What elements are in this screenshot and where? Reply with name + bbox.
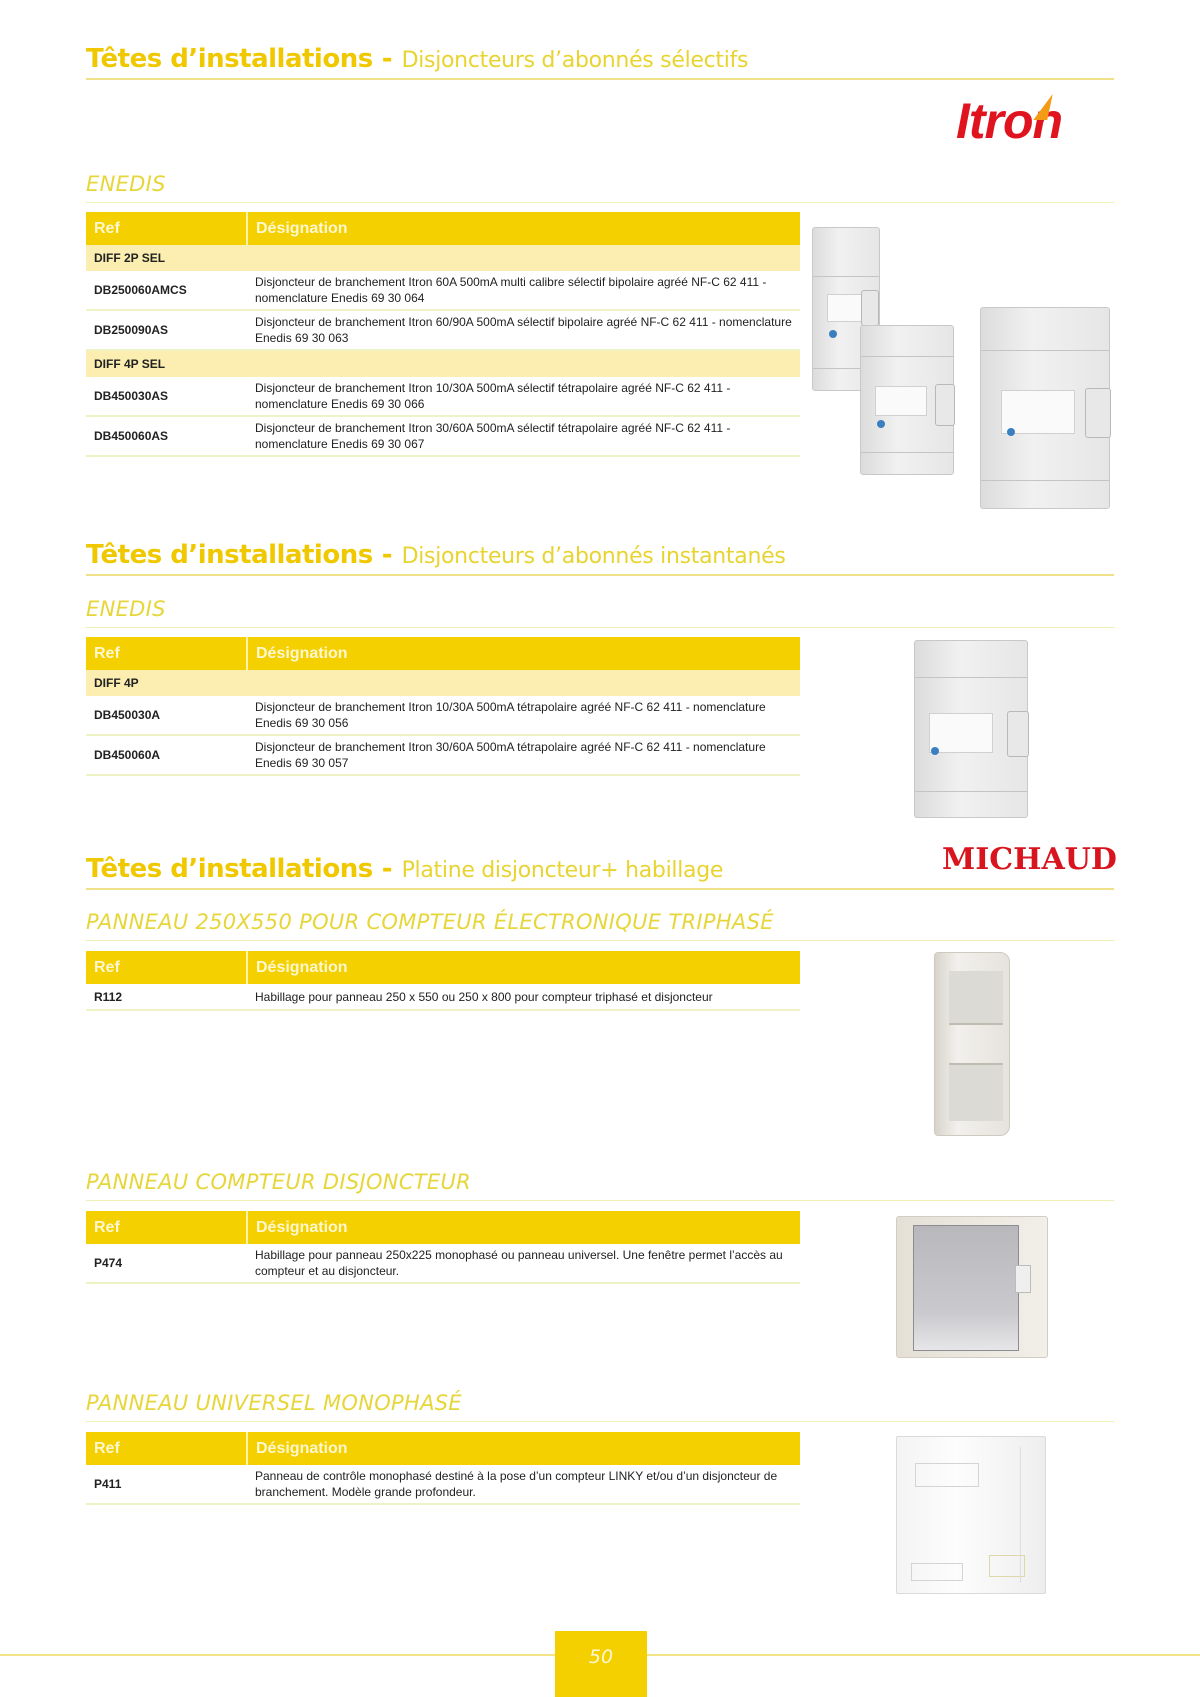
section-title-sub: Disjoncteurs d’abonnés sélectifs: [401, 48, 749, 73]
section-title-separator: -: [372, 44, 402, 74]
section-title-main: Têtes d’installations: [86, 854, 373, 884]
table-header-row: [86, 1211, 800, 1244]
universal-panel: [896, 1436, 1046, 1594]
table-row: [86, 1244, 800, 1283]
table-row: [86, 1465, 800, 1504]
table-header-row: [86, 951, 800, 984]
group-label: DIFF 2P SEL: [86, 245, 800, 271]
section-title-main: Têtes d’installations: [86, 540, 373, 570]
section-title-sub: Platine disjoncteur+ habillage: [401, 858, 724, 883]
table-row: [86, 984, 800, 1010]
column-header-ref: Ref: [86, 951, 247, 984]
product-designation: Disjoncteur de branchement Itron 30/60A 500mA tétrapolaire agréé NF-C 62 411 - nomenclature Enedis 69 30 057: [247, 735, 800, 775]
product-designation: Disjoncteur de branchement Itron 60/90A 500mA sélectif bipolaire agréé NF-C 62 411 - nomenclature Enedis 69 30 063: [247, 310, 800, 350]
product-ref: DB450060A: [86, 735, 247, 775]
section-title-main: Têtes d’installations: [86, 44, 373, 74]
page-number: 50: [555, 1631, 647, 1697]
table-row: [86, 377, 800, 416]
product-ref: P411: [86, 1465, 247, 1504]
section-title-selectifs: [86, 44, 1114, 80]
column-header-designation: Désignation: [247, 637, 800, 670]
table-row: [86, 416, 800, 456]
column-header-ref: Ref: [86, 212, 247, 245]
product-image-habillage-monophase: [896, 1212, 1050, 1360]
itron-logo: [956, 92, 1062, 150]
product-ref: DB450030A: [86, 696, 247, 735]
subheading-enedis: ENEDIS: [86, 597, 1114, 628]
table-row: [86, 735, 800, 775]
cover-window-panel: [896, 1216, 1048, 1358]
subheading-panneau-250x550: PANNEAU 250X550 POUR COMPTEUR ÉLECTRONIQUE TRIPHASÉ: [86, 910, 1114, 941]
column-header-ref: Ref: [86, 637, 247, 670]
section-title-sub: Disjoncteurs d’abonnés instantanés: [401, 544, 786, 569]
product-ref: R112: [86, 984, 247, 1010]
table-group-row: [86, 350, 800, 377]
column-header-ref: Ref: [86, 1211, 247, 1244]
michaud-logo: MICHAUD: [942, 842, 1117, 877]
product-designation: Habillage pour panneau 250 x 550 ou 250 x 800 pour compteur triphasé et disjoncteur: [247, 984, 800, 1010]
product-designation: Disjoncteur de branchement Itron 10/30A 500mA tétrapolaire agréé NF-C 62 411 - nomenclature Enedis 69 30 056: [247, 696, 800, 735]
product-designation: Habillage pour panneau 250x225 monophasé ou panneau universel. Une fenêtre permet l’accès au compteur et au disjoncteur.: [247, 1244, 800, 1283]
column-header-designation: Désignation: [247, 951, 800, 984]
subheading-panneau-compteur: PANNEAU COMPTEUR DISJONCTEUR: [86, 1170, 1114, 1201]
itron-logo-text: Itron: [956, 93, 1063, 149]
table-row: [86, 271, 800, 310]
product-table-panneau-250x550: [86, 951, 800, 1011]
table-row: [86, 696, 800, 735]
cover-panel: [934, 952, 1010, 1136]
column-header-designation: Désignation: [247, 1432, 800, 1465]
product-image-panneau-universel: [896, 1436, 1050, 1594]
subheading-panneau-universel: PANNEAU UNIVERSEL MONOPHASÉ: [86, 1391, 1114, 1422]
table-header-row: [86, 637, 800, 670]
product-designation: Disjoncteur de branchement Itron 10/30A 500mA sélectif tétrapolaire agréé NF-C 62 411 - nomenclature Enedis 69 30 066: [247, 377, 800, 416]
product-designation: Disjoncteur de branchement Itron 60A 500mA multi calibre sélectif bipolaire agréé NF-C 62 411 - nomenclature Enedis 69 30 064: [247, 271, 800, 310]
table-header-row: [86, 212, 800, 245]
column-header-ref: Ref: [86, 1432, 247, 1465]
product-table-instantanes: [86, 637, 800, 776]
product-table-panneau-universel: [86, 1432, 800, 1505]
product-table-selectifs: [86, 212, 800, 457]
table-row: [86, 310, 800, 350]
table-group-row: [86, 245, 800, 271]
product-image-instant-breaker: [914, 640, 1030, 818]
product-ref: DB450060AS: [86, 416, 247, 456]
table-header-row: [86, 1432, 800, 1465]
group-label: DIFF 4P SEL: [86, 350, 800, 377]
section-title-separator: -: [372, 540, 402, 570]
product-ref: DB450030AS: [86, 377, 247, 416]
product-ref: DB250060AMCS: [86, 271, 247, 310]
group-label: DIFF 4P: [86, 670, 800, 696]
section-title-separator: -: [372, 854, 402, 884]
breaker-image: [914, 640, 1028, 818]
section-title-instantanes: [86, 540, 1114, 576]
product-image-habillage-triphase: [934, 952, 1014, 1136]
column-header-designation: Désignation: [247, 1211, 800, 1244]
product-designation: Panneau de contrôle monophasé destiné à la pose d’un compteur LINKY et/ou d’un disjoncteur de branchement. Modèle grande profondeur.: [247, 1465, 800, 1504]
column-header-designation: Désignation: [247, 212, 800, 245]
product-image-selective-breakers: [812, 225, 1122, 510]
product-designation: Disjoncteur de branchement Itron 30/60A 500mA sélectif tétrapolaire agréé NF-C 62 411 - nomenclature Enedis 69 30 067: [247, 416, 800, 456]
breaker-image-medium: [860, 325, 954, 475]
product-table-panneau-compteur: [86, 1211, 800, 1284]
table-group-row: [86, 670, 800, 696]
breaker-image-large: [980, 307, 1110, 509]
product-ref: DB250090AS: [86, 310, 247, 350]
subheading-enedis: ENEDIS: [86, 172, 1114, 203]
product-ref: P474: [86, 1244, 247, 1283]
